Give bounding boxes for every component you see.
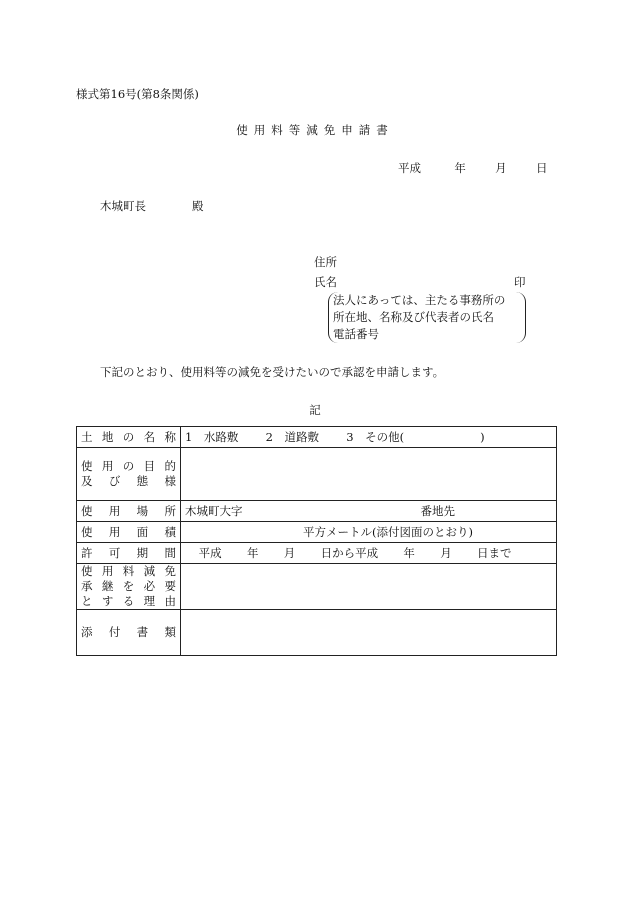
request-text: 下記のとおり、使用料等の減免を受けたいので承認を申請します。 — [100, 365, 445, 379]
document-title: 使用料等減免申請書 — [236, 123, 394, 137]
label-char: 用 — [108, 524, 121, 539]
label-char: 所 — [164, 503, 176, 518]
land-close: ) — [480, 430, 485, 444]
label-line — [81, 504, 176, 519]
date-era: 平成 — [398, 161, 421, 175]
label-char: 的 — [164, 459, 176, 473]
row-label — [77, 564, 181, 610]
land-options-cell — [181, 427, 557, 448]
label-char: 用 — [101, 459, 114, 473]
label-line — [81, 546, 176, 561]
table-row — [77, 501, 557, 522]
label-char: び — [108, 474, 121, 488]
land-option: 3 その他( — [346, 430, 405, 444]
label-char: を — [122, 579, 135, 593]
label-char: 名 — [143, 429, 156, 444]
date-month-unit: 月 — [495, 161, 507, 175]
label-char: 理 — [143, 594, 156, 608]
label-char: 様 — [164, 474, 176, 488]
label-char: 書 — [136, 625, 149, 639]
label-line — [81, 579, 176, 594]
label-char: 継 — [101, 579, 114, 593]
ki-heading: 記 — [309, 403, 321, 417]
period-end: 日まで — [477, 546, 512, 560]
period-mid: 日から平成 — [320, 546, 379, 560]
label-char: 用 — [101, 564, 114, 578]
period-year: 年 — [246, 546, 259, 560]
label-char: 要 — [164, 579, 176, 593]
corporate-note — [328, 292, 526, 343]
area-cell — [181, 522, 557, 543]
label-char: る — [122, 594, 135, 608]
period-month: 月 — [440, 546, 452, 560]
table-row — [77, 522, 557, 543]
row-label — [77, 448, 181, 501]
label-char: 面 — [136, 524, 149, 539]
period-start: 平成 — [198, 546, 222, 560]
application-table — [76, 426, 557, 656]
land-option: 1 水路敷 — [185, 430, 239, 444]
area-text: 平方メートル(添付図面のとおり) — [303, 525, 473, 539]
label-char: 積 — [164, 524, 176, 539]
date-line — [398, 160, 547, 176]
table-row — [77, 543, 557, 564]
label-char: 期 — [136, 545, 149, 560]
label-char: 及 — [81, 474, 93, 488]
label-char: 目 — [143, 459, 156, 473]
label-char: 土 — [81, 429, 93, 444]
recipient-name: 木城町長 — [100, 199, 146, 213]
label-char: 使 — [81, 524, 93, 539]
label-char: 由 — [164, 594, 176, 608]
label-char: 許 — [81, 545, 93, 560]
attachments-cell — [181, 610, 557, 656]
period-year: 年 — [403, 546, 415, 560]
land-option: 2 道路敷 — [265, 430, 319, 444]
label-char: と — [81, 594, 93, 608]
label-char: の — [122, 459, 135, 473]
period-cell — [181, 543, 557, 564]
address-label: 住所 — [314, 255, 337, 269]
label-char: 態 — [136, 474, 149, 488]
table-row — [77, 564, 557, 610]
label-char: 減 — [143, 564, 156, 578]
label-char: 場 — [136, 503, 149, 518]
phone-label: 電話番号 — [333, 327, 379, 341]
name-label: 氏名 — [314, 275, 337, 289]
label-char: 可 — [108, 545, 121, 560]
label-char: 地 — [101, 429, 114, 444]
label-char: 添 — [81, 625, 93, 639]
seal-mark: 印 — [514, 275, 526, 289]
label-char: 使 — [81, 459, 93, 473]
label-char: 類 — [164, 625, 176, 639]
label-line — [81, 474, 176, 489]
location-prefix: 木城町大字 — [185, 504, 243, 518]
location-cell — [181, 501, 557, 522]
row-label — [77, 427, 181, 448]
label-char: 使 — [81, 503, 93, 518]
label-line — [81, 459, 176, 474]
label-char: 用 — [108, 503, 121, 518]
label-line — [81, 594, 176, 609]
label-char: 間 — [164, 545, 176, 560]
period-month: 月 — [283, 546, 296, 560]
label-char: 称 — [164, 429, 176, 444]
label-line — [81, 525, 176, 540]
label-char: 使 — [81, 564, 93, 578]
note-line: 法人にあっては、主たる事務所の — [333, 293, 506, 307]
label-char: す — [101, 594, 114, 608]
date-day-unit: 日 — [535, 161, 548, 175]
row-label — [77, 543, 181, 564]
row-label — [77, 501, 181, 522]
label-char: 料 — [122, 564, 135, 578]
table-row — [77, 448, 557, 501]
label-line — [81, 625, 176, 640]
date-year-unit: 年 — [454, 161, 466, 175]
row-label — [77, 610, 181, 656]
location-suffix: 番地先 — [420, 504, 455, 518]
label-line — [81, 430, 176, 445]
note-line: 所在地、名称及び代表者の氏名 — [333, 310, 494, 324]
label-char: 付 — [108, 625, 121, 639]
row-label — [77, 522, 181, 543]
table-row — [77, 610, 557, 656]
recipient — [100, 198, 204, 214]
recipient-honorific: 殿 — [192, 199, 204, 213]
label-line — [81, 564, 176, 579]
purpose-cell — [181, 448, 557, 501]
label-char: 承 — [81, 579, 93, 593]
reason-cell — [181, 564, 557, 610]
form-number: 様式第16号(第8条関係) — [76, 87, 199, 101]
label-char: 必 — [143, 579, 156, 593]
table-row — [77, 427, 557, 448]
label-char: の — [122, 429, 135, 444]
label-char: 免 — [164, 564, 176, 578]
